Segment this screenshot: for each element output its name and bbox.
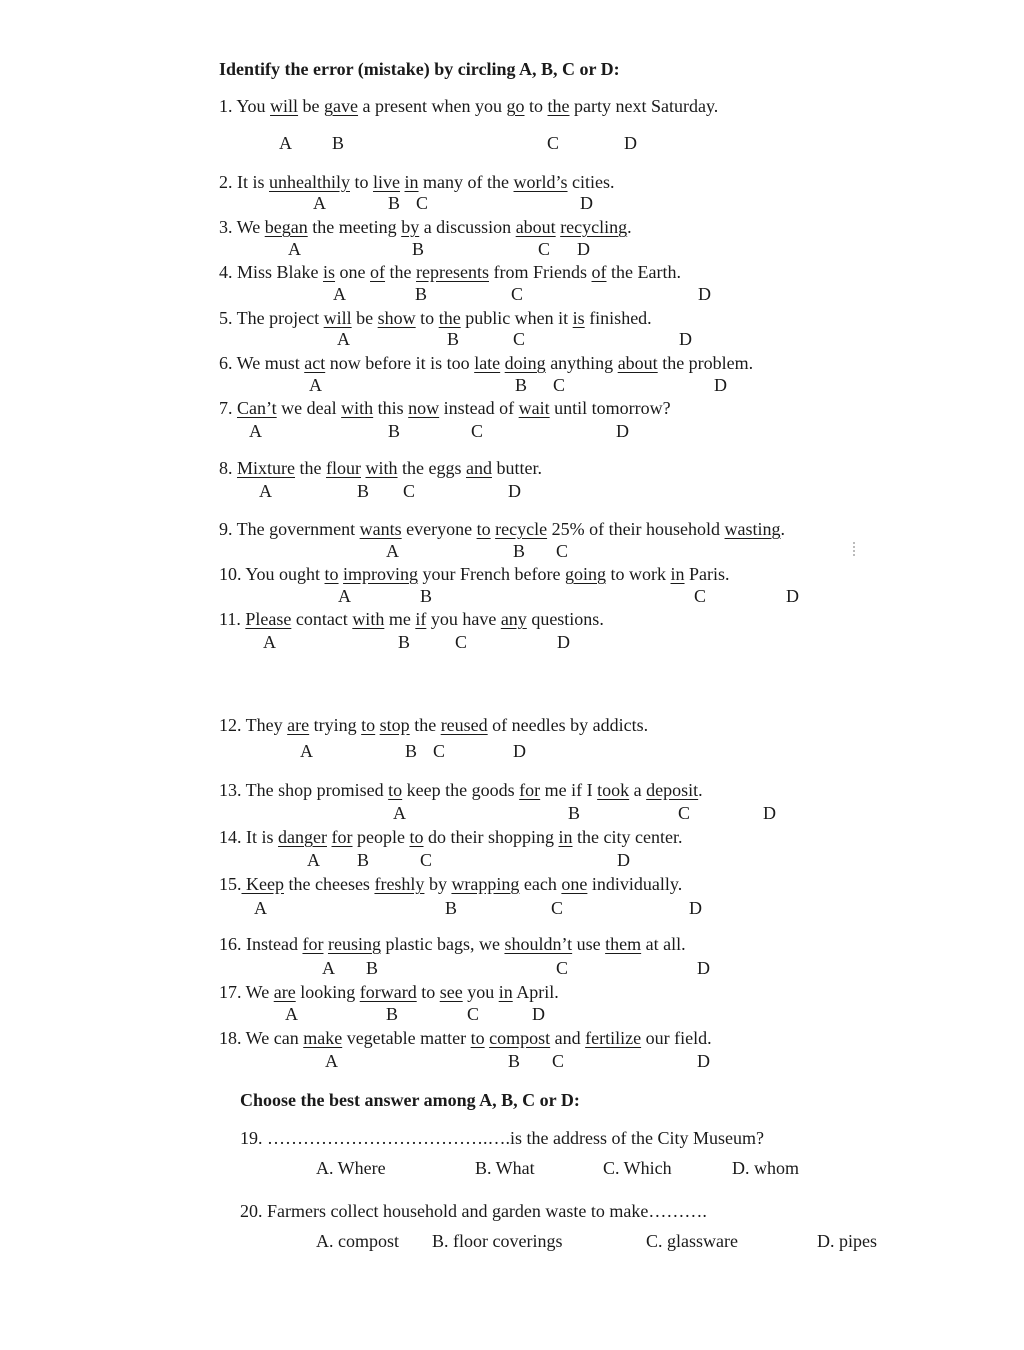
underlined-option[interactable]: live — [373, 172, 401, 192]
choice-letter[interactable]: C — [433, 741, 446, 761]
choice-letter[interactable]: A — [337, 329, 350, 349]
sentence-text: 6. We must — [219, 353, 305, 373]
question-8-letters — [0, 481, 1024, 503]
choice-letter[interactable]: A — [249, 421, 262, 441]
question-11-sentence — [219, 608, 604, 630]
choice-letter[interactable]: C — [553, 375, 566, 395]
underlined-option[interactable]: them — [605, 934, 642, 954]
underlined-option[interactable]: reused — [440, 715, 488, 735]
underlined-option[interactable]: to — [388, 780, 403, 800]
choice-letter[interactable]: C — [420, 850, 433, 870]
underlined-option[interactable]: with — [341, 398, 374, 418]
underlined-option[interactable]: will — [323, 308, 352, 328]
choice-letter[interactable]: A — [300, 741, 313, 761]
choice-letter[interactable]: A — [386, 541, 399, 561]
choice-letter[interactable]: C — [694, 586, 707, 606]
option[interactable]: B. What — [475, 1158, 535, 1178]
question-15-letters — [0, 898, 1024, 920]
underlined-option[interactable]: see — [439, 982, 463, 1002]
choice-letter[interactable]: B — [445, 898, 458, 918]
choice-letter[interactable]: D — [557, 632, 570, 652]
underlined-option[interactable]: represents — [416, 262, 489, 282]
sentence-text: and — [550, 1028, 586, 1048]
question-12-letters — [0, 741, 1024, 763]
sentence-text: anything — [545, 353, 618, 373]
underlined-option[interactable]: took — [597, 780, 630, 800]
underlined-option[interactable]: will — [270, 96, 299, 116]
underlined-option[interactable]: any — [500, 609, 527, 629]
sentence-text: individually. — [587, 874, 683, 894]
underlined-option[interactable]: of — [591, 262, 607, 282]
question-4-sentence — [219, 261, 681, 283]
sentence-text: a discussion — [419, 217, 516, 237]
underlined-option[interactable]: for — [331, 827, 353, 847]
sentence-text: the city center. — [572, 827, 683, 847]
choice-letter[interactable]: C — [511, 284, 524, 304]
choice-letter[interactable]: A — [279, 133, 292, 153]
question-3-letters — [0, 239, 1024, 261]
underlined-option[interactable]: make — [303, 1028, 343, 1048]
sentence-text: 10. You ought — [219, 564, 325, 584]
choice-letter[interactable]: C — [538, 239, 551, 259]
underlined-option[interactable]: Can’t — [237, 398, 277, 418]
underlined-option[interactable]: with — [352, 609, 385, 629]
underlined-option[interactable]: in — [558, 827, 573, 847]
sentence-text: you have — [426, 609, 501, 629]
sentence-text: Paris. — [684, 564, 730, 584]
choice-letter[interactable]: B — [508, 1051, 521, 1071]
stray-mark — [853, 542, 859, 556]
underlined-option[interactable]: one — [561, 874, 588, 894]
underlined-option[interactable]: for — [302, 934, 324, 954]
sentence-text: 17. We — [219, 982, 274, 1002]
underlined-option[interactable]: fertilize — [585, 1028, 642, 1048]
sentence-text: the eggs — [397, 458, 466, 478]
underlined-option[interactable]: began — [264, 217, 308, 237]
underlined-option[interactable]: for — [519, 780, 541, 800]
choice-letter[interactable]: B — [415, 284, 428, 304]
sentence-text: to — [350, 172, 374, 192]
sentence-text: the — [385, 262, 417, 282]
choice-letter[interactable]: C — [513, 329, 526, 349]
choice-letter[interactable]: D — [714, 375, 727, 395]
option[interactable]: D. whom — [732, 1158, 799, 1178]
underlined-option[interactable]: recycle — [495, 519, 548, 539]
choice-letter[interactable]: B — [386, 1004, 399, 1024]
underlined-option[interactable]: compost — [489, 1028, 551, 1048]
choice-letter[interactable]: A — [254, 898, 267, 918]
underlined-option[interactable]: to — [324, 564, 339, 584]
choice-letter[interactable]: C — [471, 421, 484, 441]
sentence-text: at all. — [641, 934, 686, 954]
underlined-option[interactable]: in — [404, 172, 419, 192]
underlined-option[interactable]: now — [408, 398, 440, 418]
option[interactable]: C. glassware — [646, 1231, 738, 1251]
underlined-option[interactable]: to — [476, 519, 491, 539]
sentence-text: now before it is too — [325, 353, 475, 373]
choice-letter[interactable]: D — [580, 193, 593, 213]
underlined-option[interactable]: about — [617, 353, 658, 373]
choice-letter[interactable]: B — [398, 632, 411, 652]
underlined-option[interactable]: Please — [245, 609, 292, 629]
choice-letter[interactable]: D — [689, 898, 702, 918]
question-16-sentence — [219, 933, 686, 955]
sentence-text: the Earth. — [606, 262, 681, 282]
choice-letter[interactable]: D — [577, 239, 590, 259]
choice-letter[interactable]: B — [357, 850, 370, 870]
choice-letter[interactable]: B — [405, 741, 418, 761]
sentence-text: instead of — [439, 398, 519, 418]
question-16-letters — [0, 958, 1024, 980]
sentence-text: the — [409, 715, 441, 735]
question-10-letters — [0, 586, 1024, 608]
option[interactable]: A. Where — [316, 1158, 386, 1178]
underlined-option[interactable]: unhealthily — [269, 172, 350, 192]
choice-letter[interactable]: A — [393, 803, 406, 823]
underlined-option[interactable]: deposit — [646, 780, 699, 800]
underlined-option[interactable]: about — [515, 217, 556, 237]
underlined-option[interactable]: wasting — [724, 519, 781, 539]
underlined-option[interactable]: with — [365, 458, 398, 478]
underlined-option[interactable]: late — [474, 353, 501, 373]
question-7-sentence — [219, 397, 671, 419]
question-4-letters — [0, 284, 1024, 306]
choice-letter[interactable]: D — [617, 850, 630, 870]
sentence-text: contact — [291, 609, 353, 629]
sentence-text: . — [698, 780, 703, 800]
sentence-text: questions. — [526, 609, 604, 629]
sentence-text: you — [462, 982, 499, 1002]
underlined-option[interactable]: going — [565, 564, 607, 584]
underlined-option[interactable]: shouldn’t — [504, 934, 573, 954]
option[interactable]: A. compost — [316, 1231, 399, 1251]
sentence-text: party next Saturday. — [569, 96, 719, 116]
underlined-option[interactable]: to — [361, 715, 376, 735]
underlined-option[interactable]: and — [466, 458, 492, 478]
sentence-text: looking — [295, 982, 360, 1002]
underlined-option[interactable]: are — [273, 982, 296, 1002]
sentence-text: keep the goods — [402, 780, 520, 800]
choice-letter[interactable]: D — [624, 133, 637, 153]
sentence-text: me if I — [540, 780, 598, 800]
sentence-text: plastic bags, we — [380, 934, 505, 954]
underlined-option[interactable]: doing — [504, 353, 546, 373]
sentence-text: 16. Instead — [219, 934, 303, 954]
sentence-text: everyone — [401, 519, 477, 539]
section2-title: Choose the best answer among A, B, C or D: — [240, 1090, 580, 1110]
sentence-text: 4. Miss Blake — [219, 262, 324, 282]
choice-letter[interactable]: B — [388, 421, 401, 441]
choice-letter[interactable]: D — [508, 481, 521, 501]
sentence-text: to work — [606, 564, 671, 584]
choice-letter[interactable]: A — [285, 1004, 298, 1024]
choice-letter[interactable]: C — [455, 632, 468, 652]
sentence-text: 1. You — [219, 96, 271, 116]
underlined-option[interactable]: stop — [379, 715, 410, 735]
sentence-text: 14. It is — [219, 827, 279, 847]
question-20-options — [0, 1231, 1024, 1255]
choice-letter[interactable]: A — [263, 632, 276, 652]
underlined-option[interactable]: world’s — [513, 172, 568, 192]
sentence-text: each — [519, 874, 562, 894]
question-2-sentence — [219, 171, 615, 193]
underlined-option[interactable]: is — [572, 308, 585, 328]
choice-letter[interactable]: B — [388, 193, 401, 213]
sentence-text: the problem. — [657, 353, 754, 373]
underlined-option[interactable]: in — [670, 564, 685, 584]
sentence-text: 25% of their household — [547, 519, 725, 539]
choice-letter[interactable]: B — [332, 133, 345, 153]
choice-letter[interactable]: B — [515, 375, 528, 395]
question-13-letters — [0, 803, 1024, 825]
sentence-text: a present when you — [358, 96, 507, 116]
underlined-option[interactable]: reusing — [327, 934, 381, 954]
sentence-text: people — [352, 827, 410, 847]
sentence-text: trying — [309, 715, 362, 735]
choice-letter[interactable]: A — [338, 586, 351, 606]
choice-letter[interactable]: C — [551, 898, 564, 918]
question-3-sentence — [219, 216, 632, 238]
choice-letter[interactable]: A — [325, 1051, 338, 1071]
sentence-text: a — [629, 780, 647, 800]
sentence-text: be — [298, 96, 325, 116]
sentence-text: your French before — [418, 564, 565, 584]
choice-letter[interactable]: A — [259, 481, 272, 501]
underlined-option[interactable]: in — [498, 982, 513, 1002]
choice-letter[interactable]: B — [513, 541, 526, 561]
choice-letter[interactable]: A — [313, 193, 326, 213]
choice-letter[interactable]: C — [403, 481, 416, 501]
sentence-text: finished. — [584, 308, 652, 328]
underlined-option[interactable]: of — [370, 262, 386, 282]
underlined-option[interactable]: wrapping — [451, 874, 520, 894]
sentence-text: 18. We can — [219, 1028, 304, 1048]
question-1-letters — [0, 133, 1024, 155]
choice-letter[interactable]: A — [288, 239, 301, 259]
question-10-sentence — [219, 563, 730, 585]
underlined-option[interactable]: wait — [518, 398, 550, 418]
question-6-letters — [0, 375, 1024, 397]
sentence-text: 15. — [219, 874, 242, 894]
underlined-option[interactable]: the — [547, 96, 570, 116]
sentence-text: 7. — [219, 398, 237, 418]
choice-letter[interactable]: B — [366, 958, 379, 978]
sentence-text: 3. We — [219, 217, 265, 237]
choice-letter[interactable]: D — [679, 329, 692, 349]
sentence-text: the cheeses — [283, 874, 375, 894]
underlined-option[interactable]: to — [409, 827, 424, 847]
question-19-options — [0, 1158, 1024, 1182]
sentence-text: 12. They — [219, 715, 288, 735]
sentence-text: butter. — [492, 458, 542, 478]
choice-letter[interactable]: C — [556, 541, 569, 561]
choice-letter[interactable]: A — [333, 284, 346, 304]
choice-letter[interactable]: B — [357, 481, 370, 501]
choice-letter[interactable]: D — [786, 586, 799, 606]
sentence-text: many of the — [418, 172, 514, 192]
choice-letter[interactable]: D — [616, 421, 629, 441]
question-5-sentence — [219, 307, 652, 329]
underlined-option[interactable]: gave — [324, 96, 359, 116]
question-18-letters — [0, 1051, 1024, 1073]
sentence-text: to — [524, 96, 548, 116]
sentence-text: 13. The shop promised — [219, 780, 389, 800]
sentence-text: do their shopping — [423, 827, 559, 847]
question-7-letters — [0, 421, 1024, 443]
choice-letter[interactable]: D — [532, 1004, 545, 1024]
option[interactable]: D. pipes — [817, 1231, 877, 1251]
sentence-text: vegetable matter — [342, 1028, 471, 1048]
choice-letter[interactable]: C — [416, 193, 429, 213]
section1-title: Identify the error (mistake) by circling A, B, C or D: — [219, 59, 620, 79]
choice-letter[interactable]: D — [698, 284, 711, 304]
question-14-sentence — [219, 826, 682, 848]
choice-letter[interactable]: A — [307, 850, 320, 870]
question-17-letters — [0, 1004, 1024, 1026]
question-17-sentence — [219, 981, 559, 1003]
option[interactable]: C. Which — [603, 1158, 672, 1178]
choice-letter[interactable]: C — [552, 1051, 565, 1071]
sentence-text: . — [627, 217, 632, 237]
question-18-sentence — [219, 1027, 712, 1049]
underlined-option[interactable]: if — [415, 609, 427, 629]
question-20-stem: 20. Farmers collect household and garden waste to make………. — [240, 1201, 707, 1221]
underlined-option[interactable]: act — [304, 353, 326, 373]
underlined-option[interactable]: improving — [343, 564, 419, 584]
question-2-letters — [0, 193, 1024, 215]
underlined-option[interactable]: show — [377, 308, 416, 328]
sentence-text: 8. — [219, 458, 237, 478]
sentence-text: 9. The government — [219, 519, 360, 539]
choice-letter[interactable]: C — [678, 803, 691, 823]
sentence-text: the — [295, 458, 326, 478]
sentence-text: be — [351, 308, 378, 328]
underlined-option[interactable]: wants — [359, 519, 402, 539]
sentence-text: our field. — [641, 1028, 712, 1048]
underlined-option[interactable]: are — [287, 715, 310, 735]
choice-letter[interactable]: D — [763, 803, 776, 823]
choice-letter[interactable]: B — [412, 239, 425, 259]
sentence-text: one — [335, 262, 371, 282]
question-19-stem: 19. ……………………………….….is the address of the City Museum? — [240, 1128, 764, 1148]
sentence-text: to — [416, 982, 440, 1002]
sentence-text: we deal — [276, 398, 342, 418]
underlined-option[interactable]: danger — [278, 827, 327, 847]
sentence-text: 2. It is — [219, 172, 270, 192]
underlined-option[interactable]: the — [438, 308, 461, 328]
underlined-option[interactable]: recycling — [560, 217, 628, 237]
sentence-text: until tomorrow? — [549, 398, 671, 418]
choice-letter[interactable]: B — [568, 803, 581, 823]
question-6-sentence — [219, 352, 753, 374]
choice-letter[interactable]: C — [547, 133, 560, 153]
choice-letter[interactable]: C — [556, 958, 569, 978]
sentence-text: 11. — [219, 609, 246, 629]
question-9-sentence — [219, 518, 785, 540]
question-15-sentence — [219, 873, 682, 895]
question-12-sentence — [219, 714, 648, 736]
choice-letter[interactable]: D — [697, 958, 710, 978]
underlined-option[interactable]: forward — [359, 982, 417, 1002]
underlined-option[interactable]: is — [323, 262, 336, 282]
underlined-option[interactable]: go — [506, 96, 525, 116]
choice-letter[interactable]: C — [467, 1004, 480, 1024]
sentence-text: cities. — [567, 172, 615, 192]
question-13-sentence — [219, 779, 703, 801]
question-5-letters — [0, 329, 1024, 351]
question-9-letters — [0, 541, 1024, 563]
sentence-text: me — [384, 609, 416, 629]
underlined-option[interactable]: Keep — [241, 874, 284, 894]
sentence-text: April. — [512, 982, 559, 1002]
choice-letter[interactable]: B — [420, 586, 433, 606]
question-11-letters — [0, 632, 1024, 654]
underlined-option[interactable]: Mixture — [237, 458, 295, 478]
underlined-option[interactable]: by — [401, 217, 420, 237]
sentence-text: from Friends — [489, 262, 592, 282]
sentence-text: 5. The project — [219, 308, 324, 328]
underlined-option[interactable]: to — [470, 1028, 485, 1048]
sentence-text: the meeting — [307, 217, 402, 237]
option[interactable]: B. floor coverings — [432, 1231, 563, 1251]
question-14-letters — [0, 850, 1024, 872]
sentence-text: this — [373, 398, 409, 418]
choice-letter[interactable]: B — [447, 329, 460, 349]
sentence-text: of needles by addicts. — [487, 715, 649, 735]
choice-letter[interactable]: A — [309, 375, 322, 395]
choice-letter[interactable]: D — [697, 1051, 710, 1071]
underlined-option[interactable]: freshly — [374, 874, 425, 894]
underlined-option[interactable]: flour — [326, 458, 361, 478]
question-8-sentence — [219, 457, 542, 479]
choice-letter[interactable]: A — [322, 958, 335, 978]
sentence-text: use — [572, 934, 606, 954]
sentence-text: by — [424, 874, 452, 894]
sentence-text: . — [780, 519, 786, 539]
question-1-sentence — [219, 95, 718, 117]
choice-letter[interactable]: D — [513, 741, 526, 761]
sentence-text: public when it — [460, 308, 573, 328]
sentence-text: to — [415, 308, 439, 328]
